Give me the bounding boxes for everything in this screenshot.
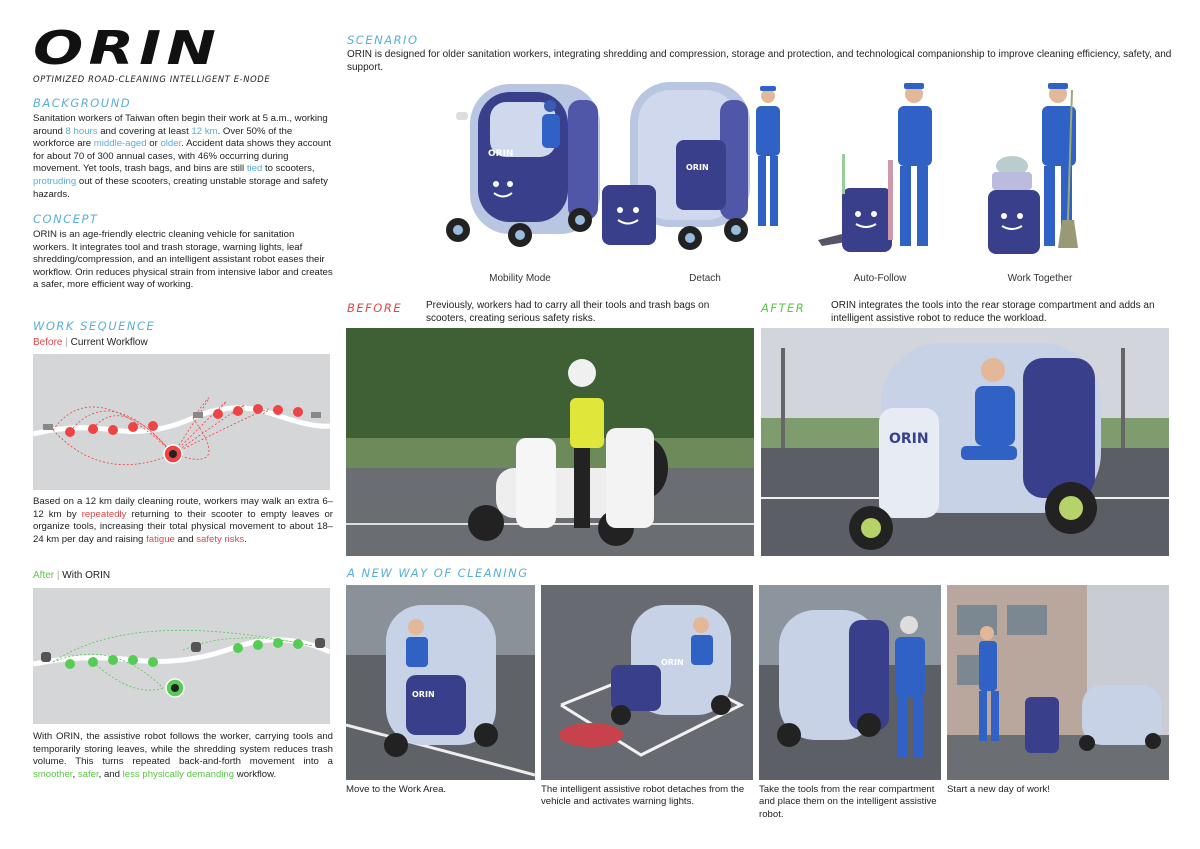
auto-follow-illustration [818,80,958,258]
step-caption-start: Start a new day of work! [947,784,1050,795]
after-orin-photo [761,328,1169,556]
step-caption-move: Move to the Work Area. [346,784,447,795]
before-description: Previously, workers had to carry all their tools and trash bags on scooters, creating serious safety risks. [426,300,710,324]
divider: | [56,570,63,581]
after-sub-label: With ORIN [62,570,111,581]
background-text [33,113,333,201]
detach-illustration [600,80,800,255]
after-workflow-text-segment: , [72,768,78,780]
before-workflow-text-segment: Based on a 12 km daily cleaning route, workers may walk an extra 6–12 km by [33,496,333,520]
after-title: AFTER [761,301,806,315]
before-sub-label: Current Workflow [70,337,148,348]
after-route-diagram [33,588,330,724]
after-workflow-text-segment: workflow. [234,768,277,780]
brand-subtitle: OPTIMIZED ROAD-CLEANING INTELLIGENT E-NODE [33,74,271,84]
before-workflow-text-segment: . [244,533,247,545]
step-photo-detach [541,585,753,780]
svg-text:ORIN: ORIN [488,149,514,159]
background-text-segment: . Over 50% of the workforce are [33,125,293,150]
background-text-segment: to scooters, [262,163,315,175]
scenario-title: SCENARIO [347,33,419,47]
mode-label-auto-follow: Auto-Follow [853,273,907,284]
after-workflow-heading [33,570,110,581]
svg-text:ORIN: ORIN [686,163,709,172]
after-workflow-text-segment: smoother [33,768,73,780]
before-workflow-text-segment: and [174,533,197,545]
background-text-segment: protruding [33,175,77,187]
step-photo-tools [759,585,941,780]
after-workflow-text [33,731,333,781]
before-workflow-text-segment: repeatedly [81,508,127,520]
mobility-mode-illustration [440,80,615,250]
before-route-diagram [33,354,330,490]
before-label: Before [33,337,63,348]
background-text-segment: 8 hours [65,125,98,137]
background-text-segment: Sanitation workers of Taiwan often begin their work at 5 a.m., working around [33,113,328,137]
after-description: ORIN integrates the tools into the rear storage compartment and adds an intelligent assistive robot to reduce the workload. [831,300,1155,324]
mode-label-work-together: Work Together [1007,273,1073,284]
background-text-segment: . Accident data shows they account for about 70 of 300 annual cases, with 46% occurring during movement. Yet tools, trash bags, and bins are still [33,138,332,175]
after-workflow-text-segment: less physically demanding [122,768,235,780]
before-workflow-text-segment: safety risks [196,533,245,545]
brand-logo [33,24,233,70]
step-photo-move [346,585,535,780]
step-caption-tools: Take the tools from the rear compartment and place them on the intelligent assistive robot. [759,784,937,820]
work-together-illustration [980,80,1100,258]
before-title: BEFORE [347,301,403,315]
logo-text: ORIN [33,24,221,70]
new-way-title: A NEW WAY OF CLEANING [347,566,529,580]
background-title: BACKGROUND [33,96,132,110]
before-workflow-text-segment: returning to their scooter to empty leaves or organize tools, increasing their total physical movement to about 18–24 km per day and raising [33,508,333,545]
mode-label-detach: Detach [689,273,721,284]
background-text-segment: 12 km [191,125,218,137]
concept-title: CONCEPT [33,212,99,226]
svg-text:ORIN: ORIN [661,658,684,667]
step-caption-detach: The intelligent assistive robot detaches from the vehicle and activates warning lights. [541,784,745,808]
after-workflow-text-segment: With ORIN, the assistive robot follows the worker, carrying tools and temporarily storing leaves, while the shredding system reduces trash volume. This turns repeated back-and-forth movement into a [33,731,333,768]
background-text-segment: and covering at least [97,125,192,137]
step-photo-start [947,585,1169,780]
background-text-segment: middle-aged [93,138,147,150]
background-text-segment: tied [246,163,263,175]
background-text-segment: or [146,138,161,150]
concept-text: ORIN is an age-friendly electric cleaning vehicle for sanitation workers. It integrates tool and trash storage, warning lights, leaf shredding/compression, and an intelligent assistant robot eases their workflow. Orin reduces physical strain from intensive labor and creates a safer, more efficient way of working. [33,229,333,291]
svg-text:ORIN: ORIN [412,690,435,699]
background-text-segment: older [160,138,182,150]
orin-logo-graphic [33,24,233,70]
after-workflow-text-segment: , and [98,768,123,780]
before-workflow-text-segment: fatigue [146,533,175,545]
mode-label-mobility: Mobility Mode [489,273,551,284]
divider: | [65,337,71,348]
background-text-segment: out of these scooters, creating unstable storage and safety hazards. [33,175,328,200]
before-scooter-photo [346,328,754,556]
after-label: After [33,570,55,581]
svg-text:ORIN: ORIN [889,431,929,447]
before-workflow-heading [33,337,148,348]
scenario-text: ORIN is designed for older sanitation workers, integrating shredding and compression, storage and protection, and technological companionship to improve cleaning efficiency, safety, and support. [347,49,1172,73]
work-sequence-title: WORK SEQUENCE [33,319,156,333]
before-workflow-text [33,496,333,546]
after-workflow-text-segment: safer [77,768,99,780]
